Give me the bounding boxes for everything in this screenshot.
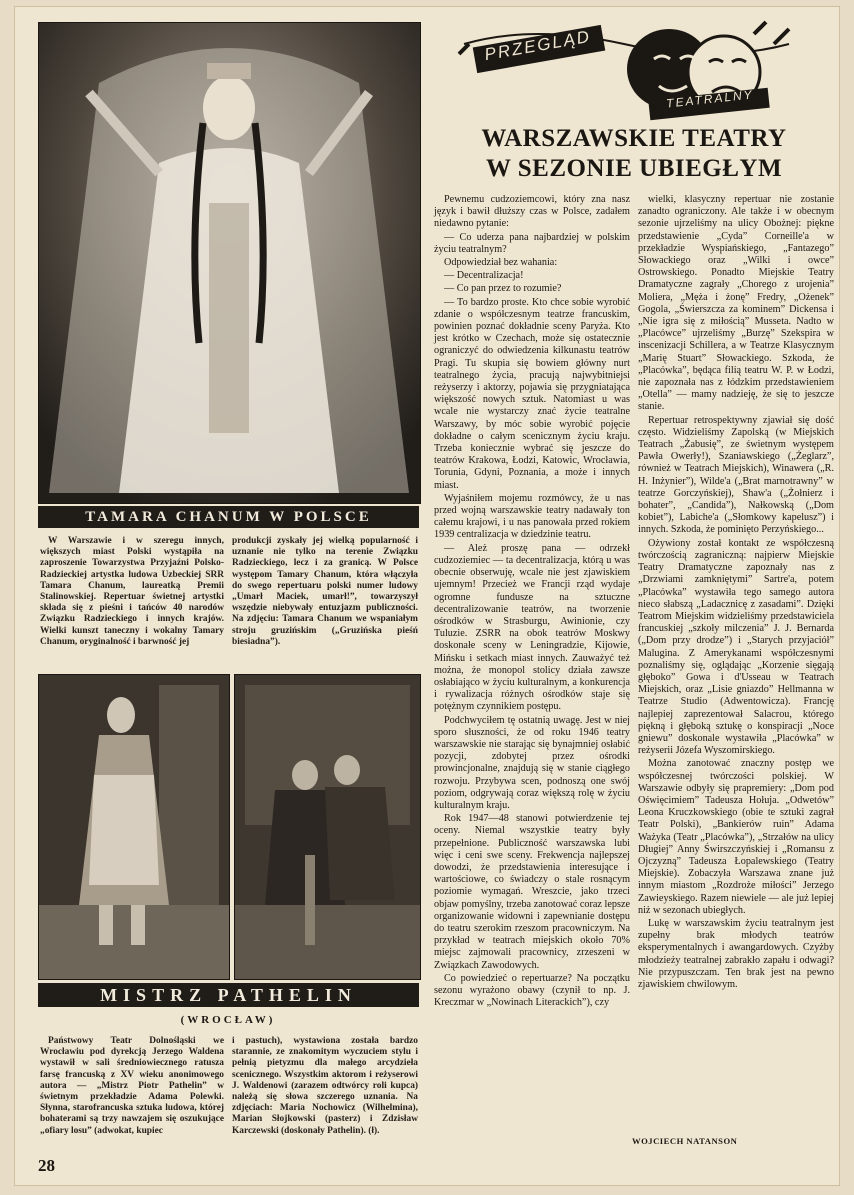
article-paragraph: Repertuar retrospektywny zjawiał się dość często. Widzieliśmy Zapolską (w Miejskich Teatrach „Żabusię”, ze świetnym występem Pawła Owerły!), Szaniawskiego („Żeglarz”, również w Teatrach Miejskich), Winawera („R. H. Inżynier”), Wilde'a („Brat marnotrawny” w teatrze Gorczyńskiej), Shaw'a („Żołnierz i bohater”, „Candida”), Nałkowską („Dom kobiet”), Labiche'a („Słomkowy kapelusz”) i innych. Szkoda, że pominięto Perzyńskiego... [638, 414, 834, 536]
tamara-paragraph-1: W Warszawie i w szeregu innych, większych miast Polski wystąpiła na zaproszenie Towarzystwa Przyjaźni Polsko-Radzieckiej artystka ludowa Uzbeckiej SRR Tamara Chanum, laureatką Premii Stalinowskiej. Repertuar świetnej artystki składa się z pieśni i tańców 40 narodów Związku Radzieckiego i innych krajów. Wielki kunszt taneczny i wokalny Tamary Chanum, oryginalność i barwność jej [40, 536, 224, 647]
article-paragraph: Pewnemu cudzoziemcowi, który zna nasz język i bawił dłuższy czas w Polsce, zadałem niedawno pytanie: [434, 194, 630, 230]
pathelin-photo-right [234, 674, 421, 980]
article-paragraph: Co powiedzieć o repertuarze? Na początku sezonu wyrażono obawy (czynił to np. J. Kreczmar w „Nowinach Literackich”), czy [434, 972, 630, 1009]
pathelin-photo-left [38, 674, 230, 980]
article-paragraph: Odpowiedział bez wahania: [444, 257, 558, 269]
tamara-text-col2 [232, 536, 418, 648]
przeglad-teatralny-banner [454, 14, 799, 122]
article-paragraph: Lukę w warszawskim życiu teatralnym jest zupełny brak młodych teatrów eksperymentalnych i awangardowych. Czyżby młodzieży teatralnej zabrakło zapału i odwagi? Nie przypuszczam. Ten brak jest na pewno zjawiskiem chwilowym. [638, 917, 834, 990]
article-paragraph: — Co pan przez to rozumie? [444, 283, 562, 295]
article-paragraph: Podchwyciłem tę ostatnią uwagę. Jest w niej sporo słuszności, że od roku 1946 teatry warszawskie nie starając się bynajmniej osłabić pozycji, zdobytej przez ośrodki prowincjonalne, znajdują się w stanie ciągłego rozwoju. Przybywa scen, podnoszą one swój poziom, odgrywają coraz większą rolę w życiu kulturalnym kraju. [434, 714, 630, 811]
article-column-1 [434, 194, 630, 1010]
magazine-page [14, 6, 840, 1186]
tamara-paragraph-2: produkcji zyskały jej wielką popularność i uznanie nie tylko na terenie Związku Radzieckiego, lecz i za granicą. W Polsce występom Tamary Chanum, która włączyła do swego repertuaru polski numer ludowy „Umarł Maciek, umarł!”, towarzyszył wszędzie niebywały entuzjazm publiczności. Na zdjęciu: Tamara Chanum we wspaniałym stroju gruzińskim („Gruzińska pieśń biesiadna”). [232, 536, 418, 647]
article-paragraph: Ożywiony został kontakt ze współczesną twórczością zagraniczną: najpierw Miejskie Teatry Dramatyczne zapoznały nas z „Drzwiami zamkniętymi” Sartre'a, potem „Placówka” wystawiła tego samego autora nieco słabszą „Ladacznicę z zasadami”. Dzięki Teatrom Miejskim widzieliśmy przedstawiciela francuskiej „szkoły milczenia” J. J. Bernarda („Dom przy drodze”) i „Starych przyjaciół” Malugina. Z Amerykanami współczesnymi poznaliśmy się, oglądając „Korzenie sięgają głęboko” Gowa i d'Usseau w Teatrach Miejskich, oraz „Lisie gniazdo” Hellmanna w Teatrze Studio (Adwentowicza). Francję najlepiej zaprezentował Salacrou, którego piękną i głęboką sztukę o konspiracji „Noce gniewu” doskonale wystawiła „Placówka” w reżyserii Józefa Wyszomirskiego. [638, 537, 834, 757]
banner-word-1: PRZEGLĄD [483, 26, 593, 65]
article-paragraph: — Ależ proszę pana — odrzekł cudzoziemiec — ta decentralizacja, którą u was obecnie obserwuję, wcale nie jest zjawiskiem ujemnym! Przecież we Francji rząd wydaje ogromne fundusze na sztuczne decentralizowanie teatrów, na tworzenie ośrodków w Strasburgu, Awinionie, czy Tuluzie. ZSRR na obok teatrów Moskwy doskonałe sceny w Leningradzie, Kijowie, Mińsku i setkach miast innych. Zauważyć też można, że monopol stolicy działa zawsze osłabiająco w życiu kulturalnym, a konkurencja i rywalizacja różnych ośrodków staje się potężnym czynnikiem postępu. [434, 542, 630, 713]
pathelin-paragraph-1: Państwowy Teatr Dolnośląski we Wrocławiu pod dyrekcją Jerzego Waldena wystawił w sali średniowiecznego ratusza farsę francuską z XV wieku anonimowego autora — „Mistrz Piotr Pathelin” w świetnym przekładzie Adama Polewki. Słynna, starofrancuska sztuka ludowa, której bohaterami są trzy nawzajem się oszukujące „ofiary losu” (adwokat, kupiec [40, 1036, 224, 1136]
headline-line-1: WARSZAWSKIE TEATRY [481, 125, 787, 152]
tamara-caption: TAMARA CHANUM W POLSCE [38, 506, 419, 528]
article-paragraph: — Co uderza pana najbardziej w polskim życiu teatralnym? [434, 231, 630, 255]
article-paragraph: Można zanotować znaczny postęp we współczesnej twórczości polskiej. W Warszawie odbyły się prapremiery: „Dom pod Oświęcimiem” Tadeusza Hołuja. „Odwetów” Leona Kruczkowskiego (obie te sztuki zagrał Teatr Polski), „Bankierów ruin” Adama Ważyka (Teatr „Placówka”), „Strzałów na ulicy Długiej” Anny Świrszczyńskiej i „Romansu z Ojczyzną” Tadeusza Łopalewskiego (Teatry Miejskie). Zobaczyła Warszawa znane już innym miastom „Rozdroże miłości” Jerzego Zawieyskiego. Razem niewiele — ale już lepiej niż w sezonach ubiegłych. [638, 758, 834, 916]
article-headline [434, 124, 834, 184]
article-column-2 [638, 194, 834, 992]
article-author: WOJCIECH NATANSON [632, 1136, 738, 1146]
headline-line-2: W SEZONIE UBIEGŁYM [485, 155, 783, 182]
city-caption: (WROCŁAW) [180, 1014, 276, 1026]
pathelin-text-col1 [40, 1036, 224, 1137]
pathelin-caption: MISTRZ PATHELIN [38, 983, 419, 1007]
article-paragraph: — To bardzo proste. Kto chce sobie wyrobić zdanie o współczesnym teatrze francuskim, powinien poznać dokładnie sceny Paryża. Kto jest krótko w Czechach, może się ostatecznie ograniczyć do odwiedzenia kilkunastu teatrów Pragi. Tu skupia się bowiem główny nurt teatralnego życia, pracują najwybitniejsi reżyserzy i aktorzy, pojawia się przygniatająca większość nowych sztuk. Natomiast u was wcale nie wystarczy znać życie teatralne Warszawy, by móc sobie wyrobić pojęcie dokładne o całym scenicznym życiu kraju. Trzeba koniecznie wybrać się jeszcze do teatrów Krakowa, Łodzi, Katowic, Wrocławia, Torunia, Gdyni, Poznania, a może i innych miast. [434, 296, 630, 491]
article-paragraph: — Decentralizacja! [444, 270, 524, 282]
tamara-text-col1 [40, 536, 224, 648]
pathelin-paragraph-2: i pastuch), wystawiona została bardzo starannie, ze znakomitym wyczuciem stylu i pełnią pietyzmu dla małego arcydzieła scenicznego. Wszystkim aktorom i reżyserowi J. Waldenowi (zarazem odtwórcy roli kupca) należą się słowa szczerego uznania. Na zdjęciach: Maria Nochowicz (Wilhelmina), Marian Słojkowski (pasterz) i Zdzisław Karczewski (doskonały Pathelin). (ł). [232, 1036, 418, 1136]
article-paragraph: Wyjaśniłem mojemu rozmówcy, że u nas przed wojną warszawskie teatry nadawały ton całemu krajowi, i u nas panowała przed rokiem 1939 centralizacja w dziedzinie teatru. [434, 492, 630, 541]
banner-word-2: TEATRALNY [665, 87, 755, 111]
article-paragraph: wielki, klasyczny repertuar nie zostanie zanadto ograniczony. Ale także i w obecnym sezonie ujrzeliśmy na ulicy Obożnej: piękne przedstawienie „Cyda” Corneille'a w przekładzie Wyspiańskiego, „Fantazego” Słowackiego oraz „Wilki i owce” Ostrowskiego. Ponadto Miejskie Teatry Dramatyczne zagrały „Chorego z urojenia” Moliera, „Męża i żonę” Fredry, „Ożenek” Gogola, „Świerszcza za kominem” Dickensa i „Nie igra się z miłością” Musseta. Nadto w „Placówce” ujrzeliśmy „Burzę” Szekspira w inscenizacji Schillera, a w Teatrze Klasycznym „Marię Stuart” Słowackiego. Szkoda, że „Placówka”, będąca filią teatru W. P. w Łodzi, nie zapoznała nas z łódzkim przedstawieniem „Otella” — mamy nadzieję, że się to jeszcze stanie. [638, 194, 834, 413]
page-number: 28 [38, 1156, 55, 1175]
pathelin-text-col2 [232, 1036, 418, 1137]
tamara-chanum-photo [38, 22, 421, 504]
article-paragraph: Rok 1947—48 stanowi potwierdzenie tej oceny. Niemal wszystkie teatry były przepełnione. Publiczność warszawska lubi więc i ceni swe sceny. Frekwencja najlepszej dowodzi, że przedstawienia interesujące i wartościowe, co świadczy o stale rosnącym poziomie wymagań. Wreszcie, jako trzeci objaw pomyślny, trzeba zanotować coraz lepsze organizowanie widowni i zapewnianie dostępu do teatru szerokim rzeszom pracowniczym. Na przykład w teatrach miejskich około 70% miejsc zajmowali pracownicy, zrzeszeni w Związkach Zawodowych. [434, 813, 630, 971]
